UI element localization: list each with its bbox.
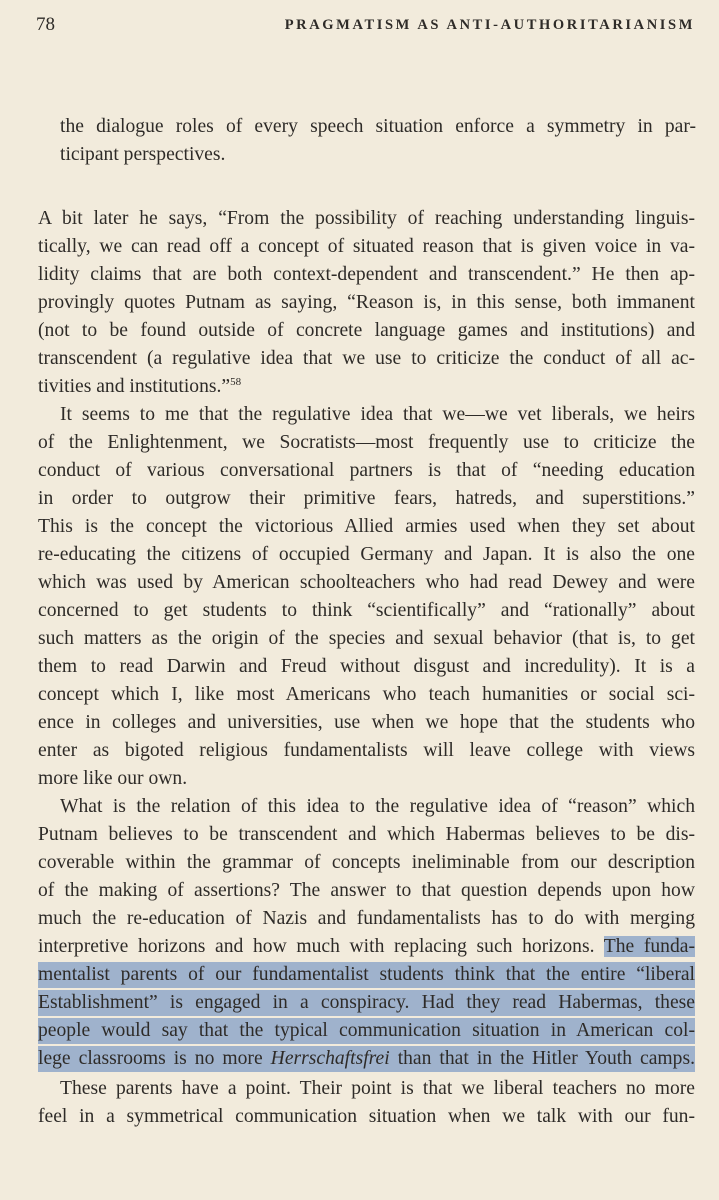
- text-line: much the re-education of Nazis and fundamentalists has to do with merging: [38, 908, 695, 929]
- line-text: than that in the Hitler Youth camps.: [389, 1048, 695, 1069]
- highlighted-line[interactable]: [38, 1046, 695, 1072]
- text-line: What is the relation of this idea to the regulative idea of “reason” which: [60, 796, 695, 817]
- text-line: enter as bigoted religious fundamentalists will leave college with views: [38, 740, 695, 761]
- highlighted-line[interactable]: people would say that the typical communication situation in American col-: [38, 1018, 695, 1044]
- text-line: It seems to me that the regulative idea that we—we vet liberals, we heirs: [60, 404, 695, 425]
- text-line: tically, we can read off a concept of situated reason that is given voice in va-: [38, 236, 695, 257]
- highlighted-line[interactable]: mentalist parents of our fundamentalist students think that the entire “liberal: [38, 962, 695, 988]
- text-line: ticipant perspectives.: [60, 144, 226, 165]
- text-line: transcendent (a regulative idea that we use to criticize the conduct of all ac-: [38, 348, 695, 369]
- text-line: them to read Darwin and Freud without disgust and incredulity). It is a: [38, 656, 695, 677]
- text-line: of the making of assertions? The answer to that question depends upon how: [38, 880, 695, 901]
- footnote-marker: 58: [230, 376, 242, 388]
- text-line: conduct of various conversational partners is that of “needing education: [38, 460, 695, 481]
- text-line: lidity claims that are both context-dependent and transcendent.” He then ap-: [38, 264, 695, 285]
- highlighted-line[interactable]: Establishment” is engaged in a conspiracy. Had they read Habermas, these: [38, 990, 695, 1016]
- page-number: 78: [36, 14, 55, 35]
- text-line: (not to be found outside of concrete language games and institutions) and: [38, 320, 695, 341]
- text-line: of the Enlightenment, we Socratists—most frequently use to criticize the: [38, 432, 695, 453]
- text-line: Putnam believes to be transcendent and which Habermas believes to be dis-: [38, 824, 695, 845]
- text-line: These parents have a point. Their point is that we liberal teachers no more: [60, 1078, 695, 1099]
- text-line: concerned to get students to think “scientifically” and “rationally” about: [38, 600, 695, 621]
- text-line: the dialogue roles of every speech situation enforce a symmetry in par-: [60, 116, 696, 137]
- text-line: which was used by American schoolteachers who had read Dewey and were: [38, 572, 695, 593]
- text-line: re-educating the citizens of occupied Germany and Japan. It is also the one: [38, 544, 695, 565]
- text-line: [38, 374, 695, 400]
- line-text: lege classrooms is no more: [38, 1048, 271, 1069]
- line-text: interpretive horizons and how much with replacing such horizons.: [38, 936, 604, 957]
- text-line: concept which I, like most Americans who teach humanities or social sci-: [38, 684, 695, 705]
- line-text: tivities and institutions.”: [38, 376, 231, 397]
- text-line: such matters as the origin of the species and sexual behavior (that is, to get: [38, 628, 695, 649]
- page-header: [36, 14, 695, 44]
- text-line: [38, 934, 695, 960]
- text-line: in order to outgrow their primitive fears, hatreds, and superstitions.”: [38, 488, 695, 509]
- text-line: more like our own.: [38, 768, 188, 789]
- text-line: A bit later he says, “From the possibility of reaching understanding linguis-: [38, 208, 695, 229]
- text-line: coverable within the grammar of concepts ineliminable from our description: [38, 852, 695, 873]
- text-line: provingly quotes Putnam as saying, “Reason is, in this sense, both immanent: [38, 292, 695, 313]
- text-line: This is the concept the victorious Allied armies used when they set about: [38, 516, 695, 537]
- italic-term: Herrschaftsfrei: [270, 1048, 390, 1069]
- text-line: feel in a symmetrical communication situation when we talk with our fun-: [38, 1106, 695, 1127]
- text-line: ence in colleges and universities, use when we hope that the students who: [38, 712, 695, 733]
- running-head: PRAGMATISM AS ANTI-AUTHORITARIANISM: [284, 17, 695, 33]
- highlighted-text[interactable]: The funda-: [603, 936, 696, 957]
